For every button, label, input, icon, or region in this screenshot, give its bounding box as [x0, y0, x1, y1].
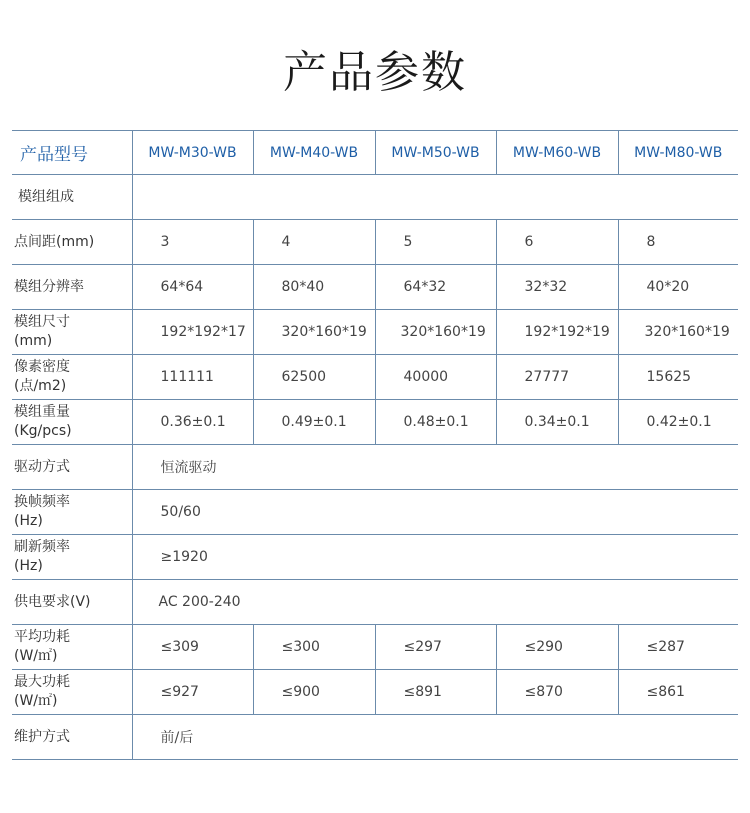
cell-value: ≥1920: [132, 535, 738, 580]
page-title: 产品参数: [283, 47, 467, 98]
cell-value: 111111: [132, 355, 253, 400]
cell-value: [132, 175, 738, 220]
table-row: [12, 310, 738, 355]
row-label: [12, 625, 132, 670]
row-label-unit: (Kg/pcs): [14, 423, 72, 439]
table-row: [12, 535, 738, 580]
cell-value: 40*20: [618, 265, 738, 310]
model-name: MW-M80-WB: [618, 131, 738, 175]
table-row: [12, 175, 738, 220]
row-label-unit: (点/m2): [14, 378, 67, 394]
table-row: [12, 715, 738, 760]
cell-value: 8: [618, 220, 738, 265]
row-label: 维护方式: [12, 715, 132, 760]
spec-table: [12, 130, 738, 760]
table-row: [12, 220, 738, 265]
cell-value: 4: [253, 220, 375, 265]
cell-value: 192*192*17: [132, 310, 253, 355]
row-label: [12, 310, 132, 355]
cell-value: 5: [375, 220, 496, 265]
row-label-unit: (Hz): [14, 558, 43, 574]
cell-value: ≤290: [496, 625, 618, 670]
cell-value: ≤300: [253, 625, 375, 670]
cell-value: 62500: [253, 355, 375, 400]
cell-value: ≤900: [253, 670, 375, 715]
row-label: 驱动方式: [12, 445, 132, 490]
cell-value: 192*192*19: [496, 310, 618, 355]
row-label-unit: (W/㎡): [14, 693, 58, 709]
model-name: MW-M60-WB: [496, 131, 618, 175]
cell-value: 64*64: [132, 265, 253, 310]
table-row: [12, 625, 738, 670]
model-name: MW-M40-WB: [253, 131, 375, 175]
cell-value: AC 200-240: [132, 580, 738, 625]
table-header-row: [12, 131, 738, 175]
cell-value: 40000: [375, 355, 496, 400]
cell-value: 80*40: [253, 265, 375, 310]
cell-value: 3: [132, 220, 253, 265]
row-label: 供电要求(V): [12, 580, 132, 625]
cell-value: 15625: [618, 355, 738, 400]
row-label-line: 换帧频率: [14, 494, 70, 510]
cell-value: 0.36±0.1: [132, 400, 253, 445]
cell-value: 6: [496, 220, 618, 265]
cell-value: ≤297: [375, 625, 496, 670]
row-label-unit: (W/㎡): [14, 648, 58, 664]
table-row: [12, 265, 738, 310]
row-label-unit: (mm): [14, 333, 53, 349]
row-label: [12, 490, 132, 535]
header-label: 产品型号: [12, 131, 132, 175]
cell-value: 320*160*19: [618, 310, 738, 355]
cell-value: 64*32: [375, 265, 496, 310]
row-label: 点间距(mm): [12, 220, 132, 265]
cell-value: 0.49±0.1: [253, 400, 375, 445]
row-label: 模组组成: [12, 175, 132, 220]
row-label-line: 模组重量: [14, 404, 70, 420]
table-row: [12, 400, 738, 445]
table-row: [12, 355, 738, 400]
cell-value: 320*160*19: [375, 310, 496, 355]
cell-value: 320*160*19: [253, 310, 375, 355]
cell-value: ≤861: [618, 670, 738, 715]
row-label: 模组分辨率: [12, 265, 132, 310]
cell-value: 前/后: [132, 715, 738, 760]
cell-value: ≤287: [618, 625, 738, 670]
model-name: MW-M50-WB: [375, 131, 496, 175]
row-label-line: 像素密度: [14, 359, 70, 375]
cell-value: 50/60: [132, 490, 738, 535]
cell-value: 0.42±0.1: [618, 400, 738, 445]
table-row: [12, 670, 738, 715]
row-label: [12, 355, 132, 400]
cell-value: ≤870: [496, 670, 618, 715]
model-name: MW-M30-WB: [132, 131, 253, 175]
row-label-line: 刷新频率: [14, 539, 70, 555]
row-label-line: 平均功耗: [14, 629, 70, 645]
cell-value: 27777: [496, 355, 618, 400]
table-row: [12, 580, 738, 625]
cell-value: 0.34±0.1: [496, 400, 618, 445]
row-label-unit: (Hz): [14, 513, 43, 529]
row-label-line: 最大功耗: [14, 674, 70, 690]
row-label-line: 模组尺寸: [14, 314, 70, 330]
table-row: [12, 490, 738, 535]
cell-value: ≤927: [132, 670, 253, 715]
cell-value: ≤309: [132, 625, 253, 670]
cell-value: 0.48±0.1: [375, 400, 496, 445]
table-row: [12, 445, 738, 490]
cell-value: 恒流驱动: [132, 445, 738, 490]
cell-value: 32*32: [496, 265, 618, 310]
row-label: [12, 670, 132, 715]
cell-value: ≤891: [375, 670, 496, 715]
row-label: [12, 535, 132, 580]
row-label: [12, 400, 132, 445]
